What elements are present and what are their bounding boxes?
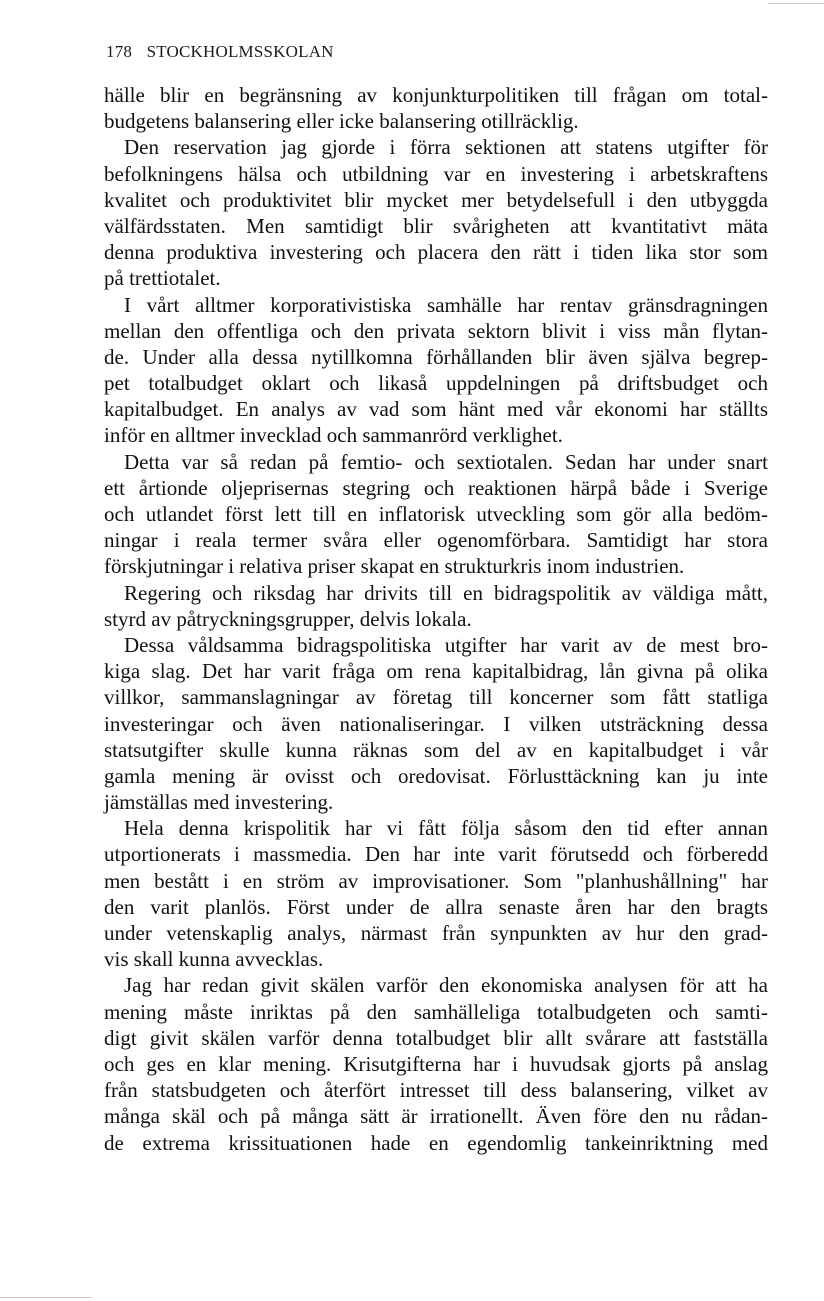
text-line: utportionerats i massmedia. Den har inte varit förutsedd och förberedd [104,842,768,867]
text-line: styrd av påtryckningsgrupper, delvis lokala. [104,606,472,631]
text-line: de. Under alla dessa nytillkomna förhållanden blir även själva begrep- [104,344,768,369]
text-line: pet totalbudget oklart och likaså uppdelningen på driftsbudget och [104,371,768,396]
text-line: välfärdsstaten. Men samtidigt blir svårigheten att kvantitativt mäta [104,213,768,238]
text-line: statsutgifter skulle kunna räknas som del av en kapitalbudget i vår [104,737,768,762]
text-line: I vårt alltmer korporativistiska samhälle har rentav gränsdragningen [124,292,768,317]
text-line: Hela denna krispolitik har vi fått följa såsom den tid efter annan [124,816,768,841]
paragraph [104,292,768,449]
paragraph [104,82,768,134]
paragraph [104,632,768,815]
text-line: vis skall kunna avvecklas. [104,947,324,972]
text-line: och ges en klar mening. Krisutgifterna har i huvudsak gjorts på anslag [104,1051,768,1076]
text-line: förskjutningar i relativa priser skapat en strukturkris inom industrien. [104,554,685,579]
running-head-title: STOCKHOLMSSKOLAN [146,42,334,61]
text-line: Regering och riksdag har drivits till en bidragspolitik av väldiga mått, [124,580,768,605]
paragraph [104,449,768,580]
text-line: Den reservation jag gjorde i förra sektionen att statens utgifter för [124,135,768,160]
text-line: mellan den offentliga och den privata sektorn blivit i viss mån flytan- [104,318,768,343]
text-line: ningar i reala termer svåra eller ogenomförbara. Samtidigt har stora [104,528,768,553]
text-line: Jag har redan givit skälen varför den ekonomiska analysen för att ha [124,973,768,998]
text-line: hälle blir en begränsning av konjunkturpolitiken till frågan om total- [104,83,768,107]
text-line: den varit planlös. Först under de allra senaste åren har den bragts [104,894,768,919]
scan-edge-line-bottom [0,1297,92,1298]
paragraph [104,134,768,291]
text-line: inför en alltmer invecklad och sammanrörd verklighet. [104,423,563,448]
text-line: kvalitet och produktivitet blir mycket mer betydelsefull i den utbyggda [104,187,768,212]
text-line: på trettiotalet. [104,266,221,291]
text-line: befolkningens hälsa och utbildning var en investering i arbetskraftens [104,161,768,186]
running-head [106,42,334,62]
text-line: Dessa våldsamma bidragspolitiska utgifter har varit av de mest bro- [124,632,768,657]
text-line: under vetenskaplig analys, närmast från synpunkten av hur den grad- [104,921,768,945]
text-line: mening måste inriktas på den samhälleliga totalbudgeten och samti- [104,999,768,1024]
text-line: digt givit skälen varför denna totalbudget blir allt svårare att fastställa [104,1025,768,1050]
text-line: gamla mening är ovisst och oredovisat. Förlusttäckning kan ju inte [104,763,768,788]
page-number: 178 [106,42,133,61]
paragraph [104,815,768,972]
text-line: investeringar och även nationaliseringar. I vilken utsträckning dessa [104,711,768,736]
text-line: villkor, sammanslagningar av företag till koncerner som fått statliga [104,685,768,710]
scan-edge-line [768,3,824,4]
text-line: Detta var så redan på femtio- och sextiotalen. Sedan har under snart [124,449,768,474]
text-line: många skäl och på många sätt är irrationellt. Även före den nu rådan- [104,1104,768,1129]
text-line: men bestått i en ström av improvisationer. Som "planhushållning" har [104,868,768,893]
text-line: och utlandet först lett till en inflatorisk utveckling som gör alla bedöm- [104,502,768,526]
text-line: jämställas med investering. [104,790,334,815]
text-line: kiga slag. Det har varit fråga om rena kapitalbidrag, lån givna på olika [104,659,768,684]
text-line: denna produktiva investering och placera den rätt i tiden lika stor som [104,240,768,265]
paragraph [104,580,768,632]
text-line: de extrema krissituationen hade en egendomlig tankeinriktning med [104,1130,768,1155]
paragraph [104,972,768,1155]
text-line: kapitalbudget. En analys av vad som hänt med vår ekonomi har ställts [104,397,768,422]
text-line: från statsbudgeten och återfört intresset till dess balansering, vilket av [104,1078,768,1103]
text-line: budgetens balansering eller icke balansering otillräcklig. [104,109,579,134]
body-text [104,82,768,1156]
text-line: ett årtionde oljeprisernas stegring och reaktionen härpå både i Sverige [104,475,768,500]
